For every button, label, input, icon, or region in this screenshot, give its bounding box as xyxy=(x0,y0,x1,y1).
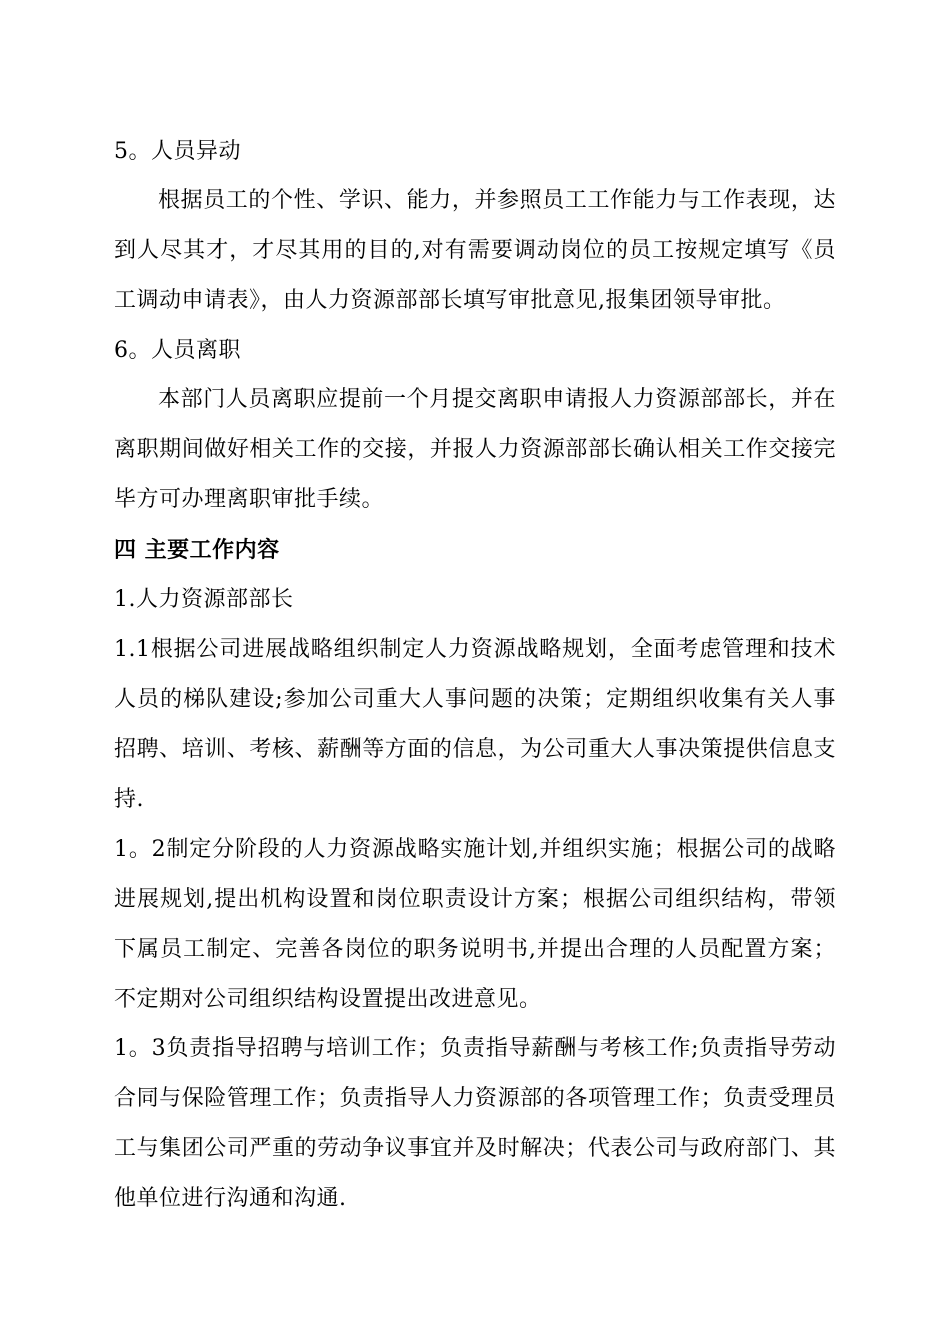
paragraph-line: 工与集团公司严重的劳动争议事宜并及时解决；代表公司与政府部门、其 xyxy=(114,1136,836,1161)
paragraph-line: 毕方可办理离职审批手续。 xyxy=(114,487,385,512)
paragraph-line: 下属员工制定、完善各岗位的职务说明书,并提出合理的人员配置方案； xyxy=(114,937,836,962)
paragraph-line: 离职期间做好相关工作的交接，并报人力资源部部长确认相关工作交接完 xyxy=(114,437,836,462)
chapter-subtitle: 1.人力资源部部长 xyxy=(114,587,294,612)
paragraph-line: 不定期对公司组织结构设置提出改进意见。 xyxy=(114,987,542,1012)
paragraph-line: 他单位进行沟通和沟通. xyxy=(114,1186,347,1211)
section-heading: 5。人员异动 xyxy=(114,139,241,164)
paragraph-line: 1。2制定分阶段的人力资源战略实施计划,并组织实施；根据公司的战略 xyxy=(114,837,836,862)
paragraph-line: 到人尽其才，才尽其用的目的,对有需要调动岗位的员工按规定填写《员 xyxy=(114,238,836,263)
paragraph-line: 合同与保险管理工作；负责指导人力资源部的各项管理工作；负责受理员 xyxy=(114,1086,836,1111)
paragraph-line: 1.1根据公司进展战略组织制定人力资源战略规划，全面考虑管理和技术 xyxy=(114,637,836,662)
paragraph-line: 根据员工的个性、学识、能力，并参照员工工作能力与工作表现，达 xyxy=(158,188,836,213)
section-heading: 6。人员离职 xyxy=(114,338,241,363)
paragraph-line: 进展规划,提出机构设置和岗位职责设计方案；根据公司组织结构，带领 xyxy=(114,887,836,912)
paragraph-line: 人员的梯队建设;参加公司重大人事问题的决策；定期组织收集有关人事 xyxy=(114,687,836,712)
paragraph-line: 招聘、培训、考核、薪酬等方面的信息，为公司重大人事决策提供信息支 xyxy=(114,737,836,762)
paragraph-line: 1。3负责指导招聘与培训工作；负责指导薪酬与考核工作;负责指导劳动 xyxy=(114,1036,836,1061)
paragraph-line: 本部门人员离职应提前一个月提交离职申请报人力资源部部长，并在 xyxy=(158,387,836,412)
paragraph-line: 工调动申请表》，由人力资源部部长填写审批意见,报集团领导审批。 xyxy=(114,288,786,313)
paragraph-line: 持. xyxy=(114,787,144,812)
chapter-title: 四 主要工作内容 xyxy=(114,538,280,563)
